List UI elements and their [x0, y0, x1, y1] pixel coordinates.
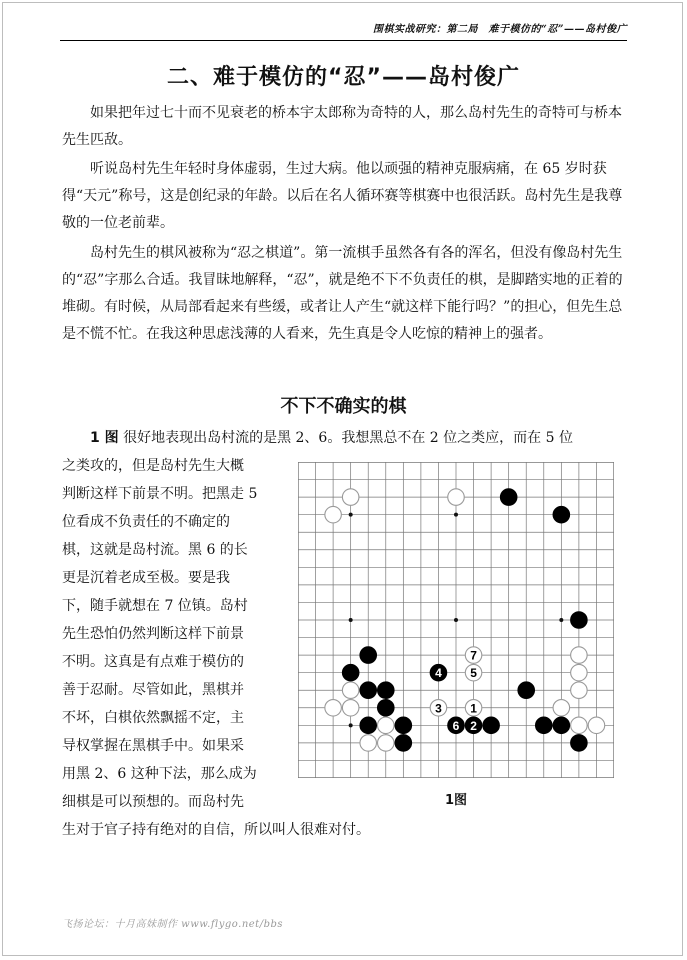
- white-stone: [378, 717, 395, 734]
- text-line: 判断这样下前景不明。把黑走 5: [62, 486, 258, 502]
- star-point: [559, 618, 563, 622]
- go-board-figure: [298, 462, 614, 778]
- text-line: 不坏，白棋依然飘摇不定，主: [62, 710, 244, 726]
- black-stone: [430, 664, 447, 681]
- black-stone: [518, 682, 535, 699]
- stone-move-number: 2: [470, 718, 477, 733]
- star-point: [349, 618, 353, 622]
- text-line: 之类攻的，但是岛村先生大概: [62, 458, 244, 474]
- black-stone: [571, 735, 588, 752]
- chapter-title: 二、难于模仿的“忍”——岛村俊广: [167, 65, 520, 90]
- figure-paragraph-first-line: [90, 425, 573, 452]
- header-rule: [60, 40, 627, 41]
- text-line: 导权掌握在黑棋手中。如果采: [62, 738, 244, 754]
- black-stone: [553, 506, 570, 523]
- text-line: 下，随手就想在 7 位镇。岛村: [62, 598, 248, 614]
- black-stone: [342, 664, 359, 681]
- white-stone: [325, 700, 342, 717]
- black-stone: [483, 717, 500, 734]
- white-stone: [448, 489, 465, 506]
- white-stone: [571, 682, 588, 699]
- white-stone: [342, 682, 359, 699]
- black-stone: [500, 489, 517, 506]
- white-stone: [553, 700, 570, 717]
- black-stone: [536, 717, 553, 734]
- black-stone: [465, 717, 482, 734]
- star-point: [349, 513, 353, 517]
- black-stone: [360, 682, 377, 699]
- white-stone: [325, 506, 342, 523]
- go-board: [298, 462, 614, 778]
- text-line: 生对于官子持有绝对的自信，所以叫人很难对付。: [62, 822, 370, 838]
- white-stone: [342, 489, 359, 506]
- stone-move-number: 3: [435, 701, 442, 716]
- stone-move-number: 4: [435, 666, 442, 681]
- white-stone: [360, 735, 377, 752]
- figure-reference-label: 1 图: [90, 430, 119, 446]
- black-stone: [448, 717, 465, 734]
- text-line: 用黑 2、6 这种下法，那么成为: [62, 766, 257, 782]
- white-stone: [571, 717, 588, 734]
- text-line: 不明。这真是有点难于模仿的: [62, 654, 244, 670]
- white-stone: [571, 647, 588, 664]
- black-stone: [395, 735, 412, 752]
- text-line: 更是沉着老成至极。要是我: [62, 570, 230, 586]
- text-line: 棋，这就是岛村流。黑 6 的长: [62, 542, 248, 558]
- white-stone: [465, 664, 482, 681]
- white-stone: [571, 664, 588, 681]
- stone-move-number: 6: [452, 718, 460, 733]
- figure-caption: 1图: [444, 793, 468, 808]
- black-stone: [378, 682, 395, 699]
- text-line: 善于忍耐。尽管如此，黑棋并: [62, 682, 244, 698]
- black-stone: [553, 717, 570, 734]
- text-line: 位看成不负责任的不确定的: [62, 514, 230, 530]
- text-line: 细棋是可以预想的。而岛村先: [62, 794, 244, 810]
- footer-credit: 飞扬论坛：十月高妹制作 www.flygo.net/bbs: [62, 919, 284, 930]
- section-heading: 不下不确实的棋: [280, 396, 407, 417]
- black-stone: [378, 700, 395, 717]
- paragraph-3: 岛村先生的棋风被称为“忍之棋道”。第一流棋手虽然各有各的浑名，但没有像岛村先生的“忍”字那么合适。我冒昧地解释，“忍”，就是绝不下不负责任的棋，是脚踏实地的正着的堆砌。有时候，从局部看起来有些缓，或者让人产生“就这样下能行吗？”的担心，但先生总是不慌不忙。在我这种思虑浅薄的人看来，先生真是令人吃惊的精神上的强者。: [62, 245, 623, 342]
- running-header: 围棋实战研究：第二局 难于模仿的“忍”——岛村俊广: [372, 24, 627, 35]
- stone-move-number: 1: [470, 701, 477, 716]
- black-stone: [571, 612, 588, 629]
- stone-move-number: 5: [470, 666, 477, 681]
- white-stone: [465, 700, 482, 717]
- white-stone: [465, 647, 482, 664]
- paragraph-2: 听说岛村先生年轻时身体虚弱，生过大病。他以顽强的精神克服病痛，在 65 岁时获得“天元”称号，这是创纪录的年龄。以后在名人循环赛等棋赛中也很活跃。岛村先生是我尊敬的一位老前辈。: [62, 161, 623, 231]
- text-line: 很好地表现出岛村流的是黑 2、6。我想黑总不在 2 位之类应，而在 5 位: [123, 430, 573, 446]
- white-stone: [430, 700, 447, 717]
- white-stone: [588, 717, 605, 734]
- white-stone: [378, 735, 395, 752]
- black-stone: [360, 647, 377, 664]
- black-stone: [360, 717, 377, 734]
- text-line: 先生恐怕仍然判断这样下前景: [62, 626, 244, 642]
- star-point: [349, 723, 353, 727]
- stone-move-number: 7: [470, 648, 477, 663]
- black-stone: [395, 717, 412, 734]
- white-stone: [342, 700, 359, 717]
- star-point: [454, 618, 458, 622]
- paragraph-1: 如果把年过七十而不见衰老的桥本宇太郎称为奇特的人，那么岛村先生的奇特可与桥本先生匹敌。: [62, 105, 622, 148]
- star-point: [454, 513, 458, 517]
